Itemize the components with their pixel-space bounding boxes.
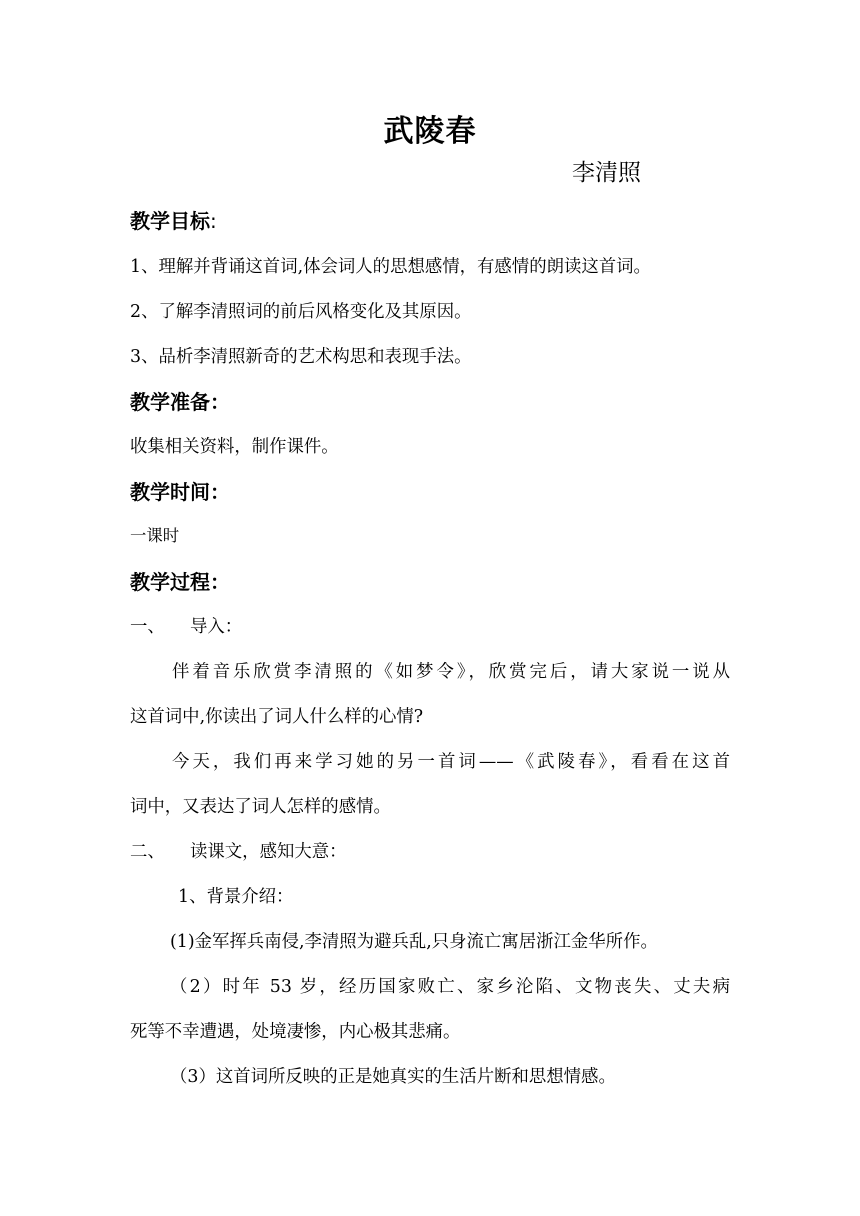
background-item-2-line-1: （2）时年 53 岁，经历国家败亡、家乡沦陷、文物丧失、丈夫病 [170, 977, 730, 997]
intro-paragraph-2-line-2: 词中，又表达了词人怎样的感情。 [130, 797, 391, 817]
section-2-heading [130, 837, 730, 862]
background-item-3: （3）这首词所反映的正是她真实的生活片断和思想情感。 [170, 1067, 616, 1087]
objective-item: 2、了解李清照词的前后风格变化及其原因。 [130, 302, 472, 322]
preparation-heading: 教学准备： [130, 390, 230, 414]
objectives-heading-text: 教学目标 [130, 209, 210, 233]
section-2-number: 二、 [130, 842, 165, 862]
objectives-heading-colon: : [210, 209, 217, 233]
section-2-title: 读课文，感知大意： [190, 842, 347, 862]
background-item-1: (1)金军挥兵南侵,李清照为避兵乱,只身流亡寓居浙江金华所作。 [170, 932, 658, 952]
section-1-title: 导入： [190, 617, 243, 637]
objective-item: 3、品析李清照新奇的艺术构思和表现手法。 [130, 347, 472, 367]
background-subheading: 1、背景介绍： [178, 887, 294, 907]
intro-paragraph-2-line-1: 今天，我们再来学习她的另一首词——《武陵春》，看看在这首 [172, 752, 730, 772]
preparation-text: 收集相关资料，制作课件。 [130, 437, 339, 457]
objectives-heading [130, 205, 217, 234]
author-name: 李清照 [572, 160, 641, 186]
intro-paragraph-1-line-2: 这首词中,你读出了词人什么样的心情? [130, 707, 424, 727]
intro-paragraph-1-line-1: 伴着音乐欣赏李清照的《如梦令》，欣赏完后，请大家说一说从 [172, 662, 730, 682]
time-heading: 教学时间： [130, 480, 230, 504]
process-heading: 教学过程： [130, 570, 230, 594]
objective-item: 1、理解并背诵这首词,体会词人的思想感情，有感情的朗读这首词。 [130, 257, 651, 277]
section-1-number: 一、 [130, 617, 165, 637]
section-1-heading [130, 612, 730, 637]
time-text: 一课时 [130, 526, 180, 545]
document-title: 武陵春 [383, 114, 477, 149]
background-item-2-line-2: 死等不幸遭遇，处境凄惨，内心极其悲痛。 [130, 1022, 461, 1042]
